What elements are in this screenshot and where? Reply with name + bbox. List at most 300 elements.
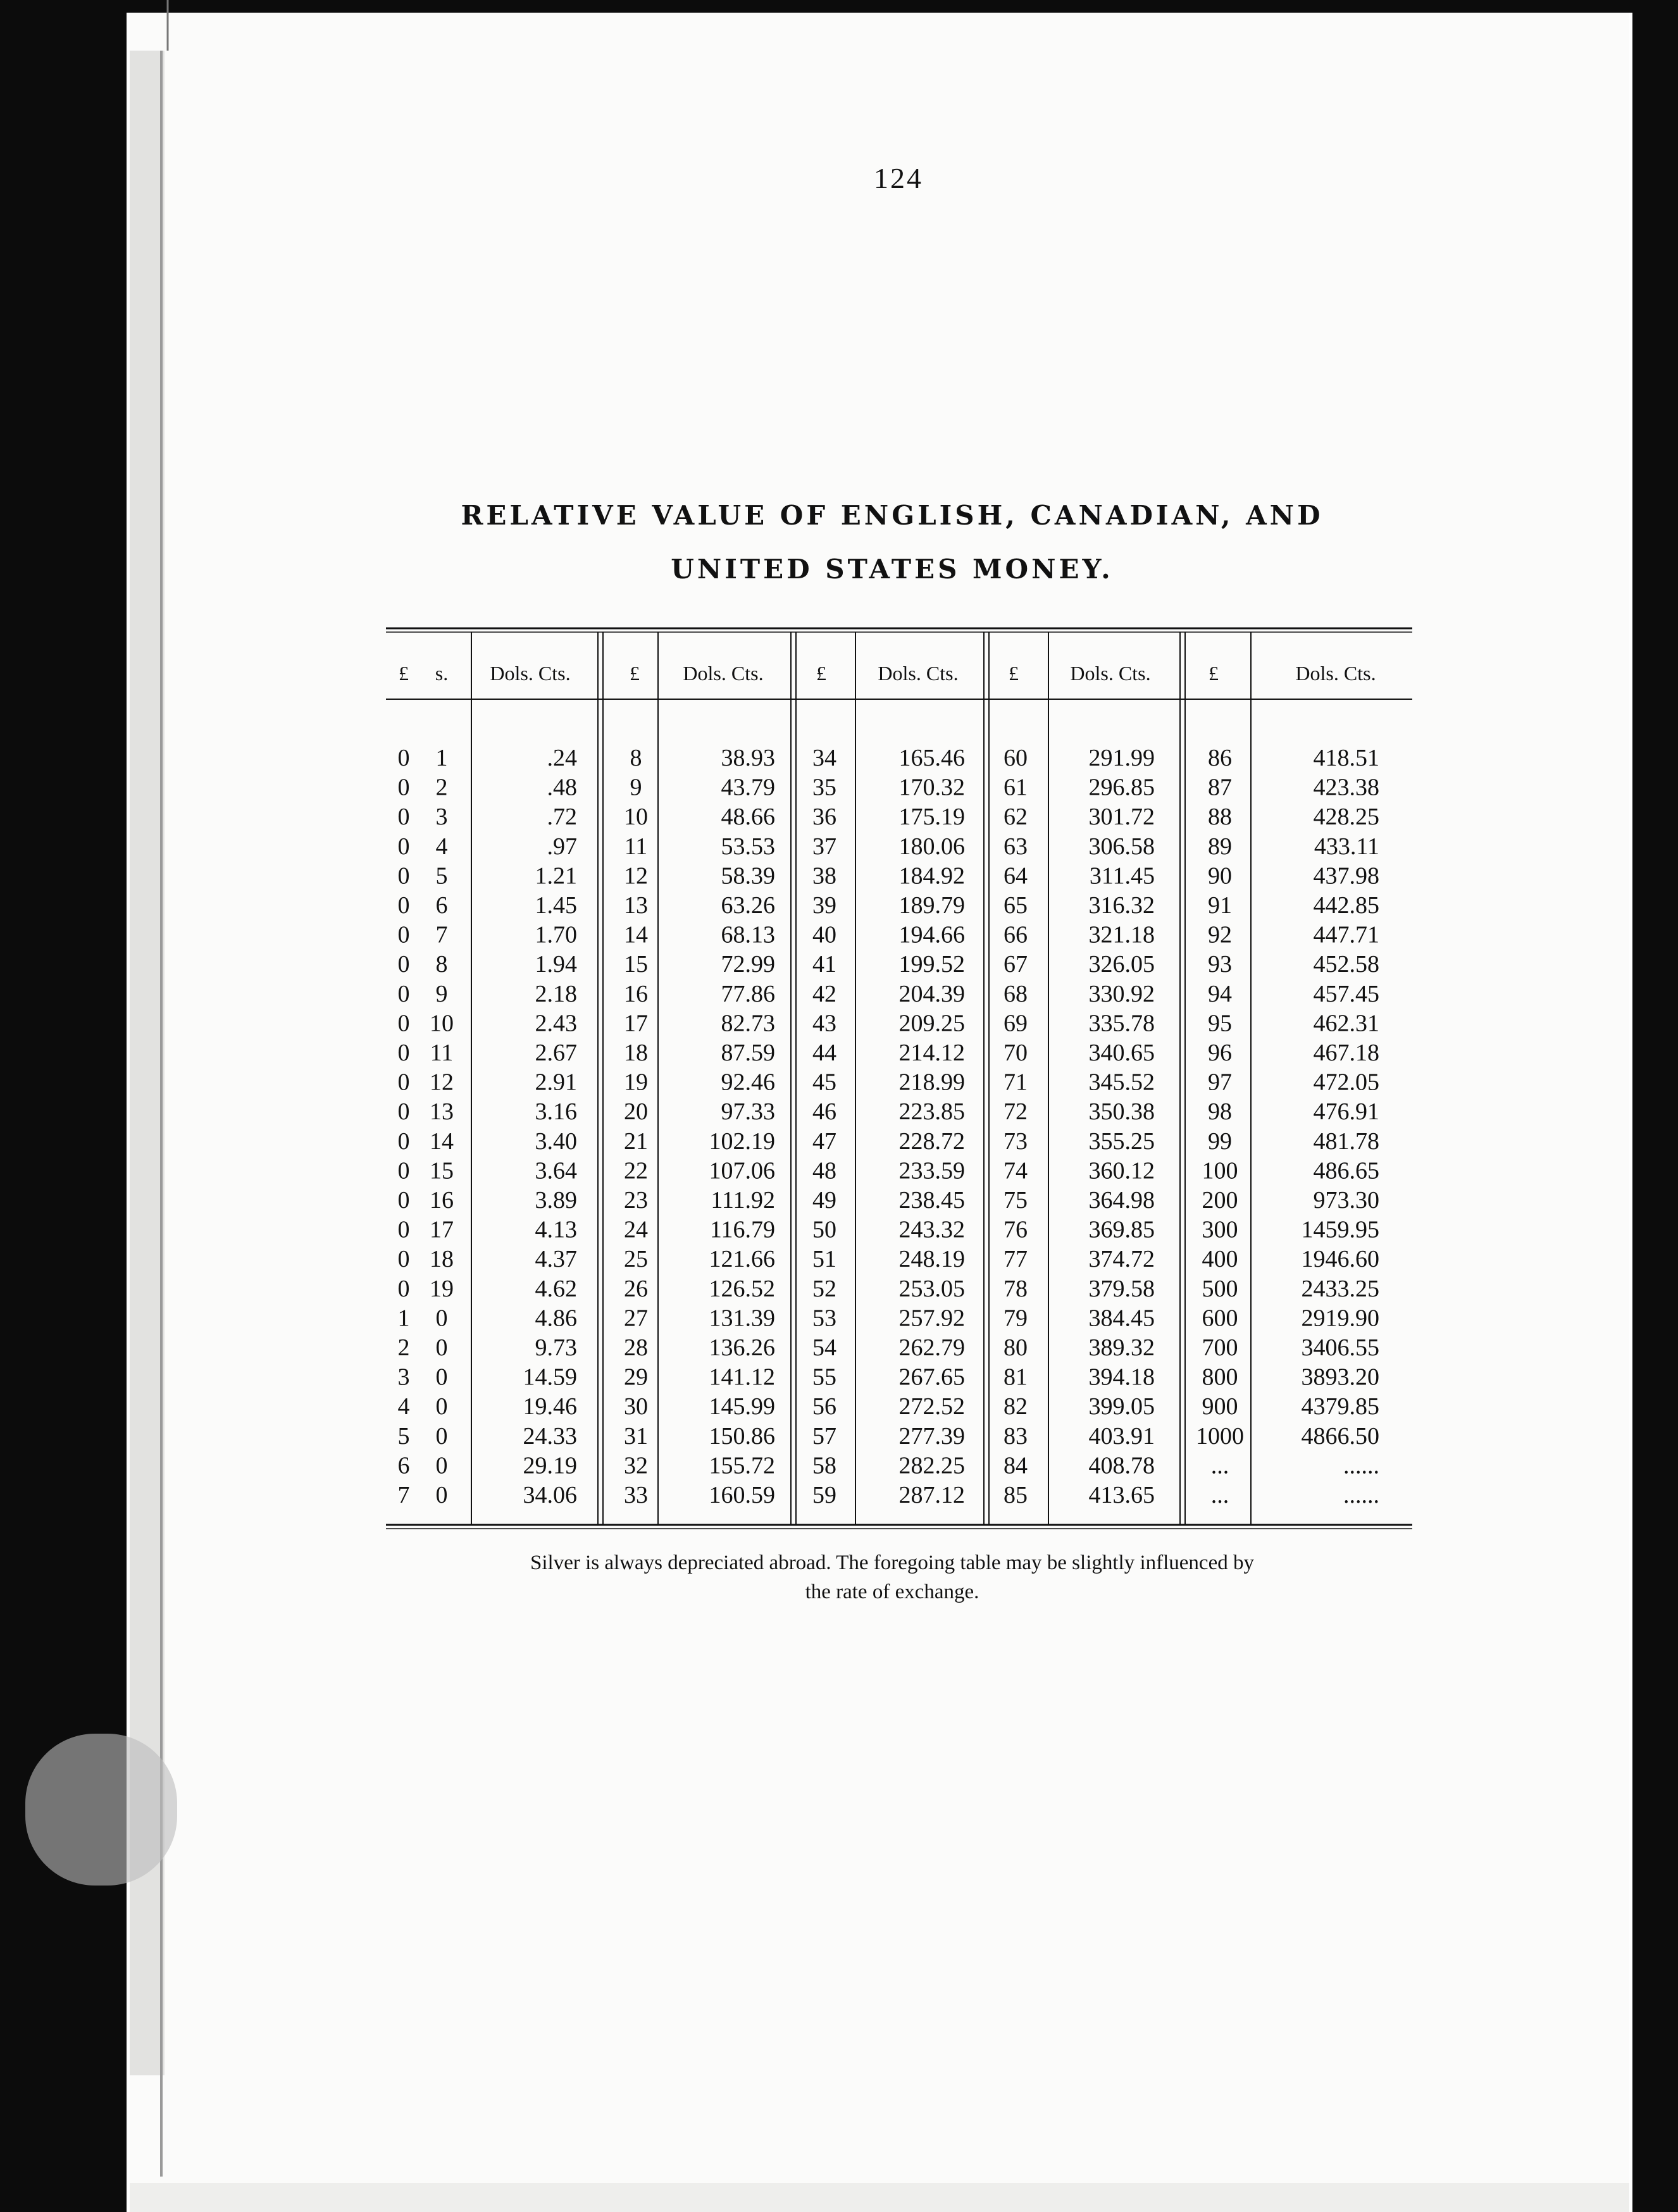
table-cell: 78 (1004, 1275, 1028, 1302)
table-cell: 0 (397, 804, 410, 831)
table-header-row (399, 662, 1376, 685)
table-cell: 364.98 (1088, 1187, 1155, 1214)
table-cell: 1.70 (535, 921, 577, 948)
table-cell: 2.67 (535, 1040, 577, 1066)
table-cell: 24.33 (523, 1422, 577, 1450)
table-row (398, 1246, 1380, 1272)
table-cell: 59 (812, 1482, 836, 1508)
table-cell: 3 (397, 1364, 410, 1391)
table-cell: 0 (397, 980, 410, 1007)
table-cell: 0 (397, 1187, 410, 1214)
table-cell: ... (1210, 1452, 1229, 1479)
table-cell: 31 (624, 1422, 648, 1450)
table-cell: 481.78 (1313, 1128, 1379, 1155)
table-cell: 262.79 (898, 1334, 965, 1361)
header-cell-4: Dols. Cts. (683, 662, 764, 685)
table-row (398, 804, 1380, 830)
table-cell: 11 (430, 1040, 454, 1066)
table-cell: 50 (812, 1216, 836, 1243)
table-cell: 68.13 (721, 921, 775, 948)
table-cell: 184.92 (898, 862, 965, 890)
table-cell: 973.30 (1313, 1187, 1379, 1214)
table-cell: 160.59 (709, 1482, 775, 1508)
table-cell: .72 (547, 804, 577, 831)
table-cell: 93 (1208, 951, 1232, 978)
table-cell: 35 (812, 774, 836, 801)
table-cell: 97.33 (721, 1098, 775, 1126)
table-cell: 600 (1202, 1305, 1238, 1332)
table-cell: 53.53 (721, 833, 775, 860)
table-cell: 68 (1004, 980, 1028, 1007)
table-row (398, 981, 1380, 1007)
table-cell: 19 (430, 1275, 454, 1302)
table-cell: 95 (1208, 1010, 1232, 1037)
table-cell: 1.94 (535, 951, 577, 978)
table-cell: 131.39 (709, 1305, 775, 1332)
table-cell: 16 (430, 1187, 454, 1214)
table-row (398, 1040, 1380, 1066)
table-row (398, 1010, 1380, 1036)
table-cell: 13 (624, 892, 648, 919)
table-cell: 214.12 (898, 1040, 965, 1066)
table-cell: 0 (397, 951, 410, 978)
table-cell: 116.79 (709, 1216, 775, 1243)
table-cell: 23 (624, 1187, 648, 1214)
table-cell: 0 (435, 1334, 448, 1361)
header-cell-3: £ (630, 662, 640, 685)
table-cell: 291.99 (1088, 745, 1155, 771)
table-cell: 3.40 (535, 1128, 577, 1155)
table-cell: 28 (624, 1334, 648, 1361)
table-cell: 65 (1004, 892, 1028, 919)
table-cell: 0 (397, 1246, 410, 1273)
table-cell: 14.59 (523, 1364, 577, 1391)
table-cell: 70 (1004, 1040, 1028, 1066)
table-cell: 0 (397, 745, 410, 771)
table-cell: 84 (1004, 1452, 1028, 1479)
table-cell: 900 (1202, 1393, 1238, 1420)
table-cell: 0 (397, 1040, 410, 1066)
table-cell: 0 (397, 1010, 410, 1037)
table-cell: 384.45 (1088, 1305, 1155, 1332)
table-cell: 25 (624, 1246, 648, 1273)
table-cell: 48 (812, 1157, 836, 1184)
table-cell: 452.58 (1313, 951, 1379, 978)
table-cell: 29 (624, 1364, 648, 1391)
table-cell: 34 (812, 745, 836, 771)
table-cell: 64 (1004, 862, 1028, 890)
table-row (398, 1482, 1380, 1508)
table-cell: 6 (397, 1452, 410, 1479)
page-number: 124 (874, 162, 923, 194)
table-cell: 63 (1004, 833, 1028, 860)
table-cell: 98 (1208, 1098, 1232, 1126)
table-cell: 91 (1208, 892, 1232, 919)
table-cell: 442.85 (1313, 892, 1379, 919)
table-cell: 12 (430, 1069, 454, 1096)
table-cell: 2.18 (535, 980, 577, 1007)
table-cell: 311.45 (1089, 862, 1155, 890)
table-cell: 340.65 (1088, 1040, 1155, 1066)
table-cell: 0 (435, 1422, 448, 1450)
table-cell: 72.99 (721, 951, 775, 978)
table-cell: 32 (624, 1452, 648, 1479)
table-cell: 272.52 (898, 1393, 965, 1420)
table-cell: 76 (1004, 1216, 1028, 1243)
table-cell: 199.52 (898, 951, 965, 978)
table-cell: 77.86 (721, 980, 775, 1007)
table-cell: 170.32 (898, 774, 965, 801)
table-cell: 0 (397, 1275, 410, 1302)
table-cell: 10 (430, 1010, 454, 1037)
table-row (398, 1187, 1380, 1214)
table-cell: 2.43 (535, 1010, 577, 1037)
table-cell: 257.92 (898, 1305, 965, 1332)
table-cell: 3 (435, 804, 448, 831)
table-cell: 3.89 (535, 1187, 577, 1214)
table-cell: 326.05 (1088, 951, 1155, 978)
table-row (398, 833, 1380, 860)
table-cell: 96 (1208, 1040, 1232, 1066)
table-cell: 45 (812, 1069, 836, 1096)
table-cell: 99 (1208, 1128, 1232, 1155)
table-cell: 33 (624, 1482, 648, 1508)
table-cell: 330.92 (1088, 980, 1155, 1007)
table-cell: 0 (397, 1098, 410, 1126)
table-cell: 53 (812, 1305, 836, 1332)
table-cell: 457.45 (1313, 980, 1379, 1007)
table-cell: 80 (1004, 1334, 1028, 1361)
table-cell: 0 (435, 1305, 448, 1332)
table-cell: 6 (435, 892, 448, 919)
table-cell: 253.05 (898, 1275, 965, 1302)
table-cell: 20 (624, 1098, 648, 1126)
table-cell: 423.38 (1313, 774, 1379, 801)
table-cell: 155.72 (709, 1452, 775, 1479)
footnote-line-1: Silver is always depreciated abroad. The foregoing table may be slightly influenced by (530, 1551, 1254, 1574)
table-cell: 7 (435, 921, 448, 948)
table-cell: 11 (624, 833, 648, 860)
table-cell: 89 (1208, 833, 1232, 860)
table-cell: 2 (435, 774, 448, 801)
table-cell: 3406.55 (1301, 1334, 1379, 1361)
table-cell: 306.58 (1088, 833, 1155, 860)
table-cell: 0 (397, 833, 410, 860)
table-cell: 5 (435, 862, 448, 890)
table-cell: 437.98 (1313, 862, 1379, 890)
table-cell: 374.72 (1088, 1246, 1155, 1273)
table-cell: 355.25 (1088, 1128, 1155, 1155)
table-cell: 447.71 (1313, 921, 1379, 948)
table-cell: 3.16 (535, 1098, 577, 1126)
table-cell: ...... (1343, 1482, 1379, 1508)
header-cell-1: s. (435, 662, 449, 685)
table-body (398, 745, 1380, 1508)
table-cell: 15 (430, 1157, 454, 1184)
header-cell-0: £ (399, 662, 409, 685)
table-cell: 0 (397, 1216, 410, 1243)
table-row (398, 1364, 1380, 1391)
table-cell: 30 (624, 1393, 648, 1420)
table-cell: .97 (547, 833, 577, 860)
table-cell: 17 (624, 1010, 648, 1037)
table-cell: 1946.60 (1301, 1246, 1379, 1273)
table-cell: 60 (1004, 745, 1028, 771)
table-cell: 200 (1202, 1187, 1238, 1214)
table-cell: 472.05 (1313, 1069, 1379, 1096)
table-cell: 13 (430, 1098, 454, 1126)
table-cell: 18 (430, 1246, 454, 1273)
table-cell: 0 (435, 1452, 448, 1479)
table-row (398, 922, 1380, 948)
table-cell: 111.92 (711, 1187, 775, 1214)
table-cell: 29.19 (523, 1452, 577, 1479)
table-cell: 49 (812, 1187, 836, 1214)
table-cell: 107.06 (709, 1157, 775, 1184)
table-cell: 408.78 (1088, 1452, 1155, 1479)
table-title-line-2: UNITED STATES MONEY. (671, 554, 1114, 585)
table-cell: 52 (812, 1275, 836, 1302)
table-cell: 248.19 (898, 1246, 965, 1273)
table-cell: 63.26 (721, 892, 775, 919)
table-cell: 321.18 (1088, 921, 1155, 948)
table-cell: 4 (435, 833, 448, 860)
table-cell: 121.66 (709, 1246, 775, 1273)
table-cell: 500 (1202, 1275, 1238, 1302)
table-cell: 1 (397, 1305, 410, 1332)
table-cell: 21 (624, 1128, 648, 1155)
header-cell-2: Dols. Cts. (490, 662, 571, 685)
table-row (398, 1098, 1380, 1125)
table-cell: 79 (1004, 1305, 1028, 1332)
table-cell: 433.11 (1314, 833, 1379, 860)
table-cell: 0 (397, 862, 410, 890)
table-cell: 4.86 (535, 1305, 577, 1332)
table-cell: 243.32 (898, 1216, 965, 1243)
table-cell: 36 (812, 804, 836, 831)
table-cell: 82 (1004, 1393, 1028, 1420)
table-cell: 2.91 (535, 1069, 577, 1096)
table-cell: 15 (624, 951, 648, 978)
table-cell: 40 (812, 921, 836, 948)
table-cell: 69 (1004, 1010, 1028, 1037)
table-cell: 26 (624, 1275, 648, 1302)
table-cell: 2919.90 (1301, 1305, 1379, 1332)
table-cell: 85 (1004, 1482, 1028, 1508)
table-cell: 8 (435, 951, 448, 978)
table-cell: 218.99 (898, 1069, 965, 1096)
table-cell: 467.18 (1313, 1040, 1379, 1066)
table-cell: 389.32 (1088, 1334, 1155, 1361)
table-cell: 47 (812, 1128, 836, 1155)
table-cell: 204.39 (898, 980, 965, 1007)
table-cell: 3.64 (535, 1157, 577, 1184)
table-cell: 46 (812, 1098, 836, 1126)
table-cell: 145.99 (709, 1393, 775, 1420)
table-cell: 41 (812, 951, 836, 978)
table-cell: 42 (812, 980, 836, 1007)
table-cell: 287.12 (898, 1482, 965, 1508)
table-cell: 150.86 (709, 1422, 775, 1450)
table-cell: 90 (1208, 862, 1232, 890)
table-cell: 100 (1202, 1157, 1238, 1184)
table-cell: 0 (397, 774, 410, 801)
table-cell: 17 (430, 1216, 454, 1243)
table-cell: 87 (1208, 774, 1232, 801)
table-cell: 0 (397, 892, 410, 919)
table-cell: 34.06 (523, 1482, 577, 1508)
table-cell: 22 (624, 1157, 648, 1184)
table-cell: 14 (624, 921, 648, 948)
table-cell: 14 (430, 1128, 454, 1155)
table-cell: 71 (1004, 1069, 1028, 1096)
table-cell: 126.52 (709, 1275, 775, 1302)
table-cell: 9 (630, 774, 642, 801)
table-cell: 83 (1004, 1422, 1028, 1450)
table-cell: 800 (1202, 1364, 1238, 1391)
table-cell: 282.25 (898, 1452, 965, 1479)
table-title-line-1: RELATIVE VALUE OF ENGLISH, CANADIAN, AND (461, 500, 1324, 531)
table-cell: 175.19 (898, 804, 965, 831)
table-cell: 9.73 (535, 1334, 577, 1361)
table-cell: 4.13 (535, 1216, 577, 1243)
table-cell: 86 (1208, 745, 1232, 771)
table-cell: 92.46 (721, 1069, 775, 1096)
table-row (398, 1157, 1380, 1184)
table-cell: 94 (1208, 980, 1232, 1007)
table-cell: 61 (1004, 774, 1028, 801)
table-cell: 413.65 (1088, 1482, 1155, 1508)
table-cell: 189.79 (898, 892, 965, 919)
table-cell: 43.79 (721, 774, 775, 801)
table-row (398, 1276, 1380, 1302)
table-cell: 92 (1208, 921, 1232, 948)
table-cell: 165.46 (898, 745, 965, 771)
table-cell: 486.65 (1313, 1157, 1379, 1184)
table-cell: 58 (812, 1452, 836, 1479)
table-cell: 74 (1004, 1157, 1028, 1184)
table-cell: 5 (397, 1422, 410, 1450)
table-cell: 37 (812, 833, 836, 860)
table-cell: 180.06 (898, 833, 965, 860)
table-cell: 238.45 (898, 1187, 965, 1214)
table-cell: 51 (812, 1246, 836, 1273)
table-cell: 18 (624, 1040, 648, 1066)
table-cell: 296.85 (1088, 774, 1155, 801)
header-cell-9: £ (1209, 662, 1219, 685)
footnote-line-2: the rate of exchange. (805, 1581, 979, 1603)
table-cell: 0 (397, 1157, 410, 1184)
table-row (398, 1423, 1380, 1450)
table-row (398, 1393, 1380, 1420)
table-cell: 141.12 (709, 1364, 775, 1391)
header-cell-6: Dols. Cts. (878, 662, 959, 685)
table-row (398, 1452, 1380, 1479)
table-cell: 1000 (1196, 1422, 1244, 1450)
table-cell: 12 (624, 862, 648, 890)
table-cell: 43 (812, 1010, 836, 1037)
table-cell: 73 (1004, 1128, 1028, 1155)
table-cell: 345.52 (1088, 1069, 1155, 1096)
table-cell: .24 (547, 745, 577, 771)
table-row (398, 862, 1380, 889)
table-cell: 360.12 (1088, 1157, 1155, 1184)
table-cell: 0 (435, 1364, 448, 1391)
table-cell: 38 (812, 862, 836, 890)
table-footnote (405, 1548, 1379, 1606)
table-cell: 223.85 (898, 1098, 965, 1126)
table-cell: 77 (1004, 1246, 1028, 1273)
table-cell: 394.18 (1088, 1364, 1155, 1391)
table-cell: 72 (1004, 1098, 1028, 1126)
table-cell: 228.72 (898, 1128, 965, 1155)
table-cell: 24 (624, 1216, 648, 1243)
table-cell: 58.39 (721, 862, 775, 890)
table-cell: 277.39 (898, 1422, 965, 1450)
table-cell: 56 (812, 1393, 836, 1420)
table-cell: 4.62 (535, 1275, 577, 1302)
header-cell-8: Dols. Cts. (1070, 662, 1151, 685)
table-cell: 1.21 (535, 862, 577, 890)
table-cell: 3893.20 (1301, 1364, 1379, 1391)
table-cell: 136.26 (709, 1334, 775, 1361)
table-cell: 1459.95 (1301, 1216, 1379, 1243)
table-cell: 1 (435, 745, 448, 771)
table-cell: 75 (1004, 1187, 1028, 1214)
table-cell: ...... (1343, 1452, 1379, 1479)
table-cell: 48.66 (721, 804, 775, 831)
table-cell: 350.38 (1088, 1098, 1155, 1126)
table-cell: 9 (435, 980, 448, 1007)
header-cell-5: £ (816, 662, 826, 685)
table-row (398, 892, 1380, 919)
table-cell: 0 (435, 1482, 448, 1508)
table-cell: 403.91 (1088, 1422, 1155, 1450)
table-cell: 55 (812, 1364, 836, 1391)
table-row (398, 1305, 1380, 1331)
table-cell: 54 (812, 1334, 836, 1361)
table-cell: 27 (624, 1305, 648, 1332)
table-cell: 87.59 (721, 1040, 775, 1066)
table-row (398, 745, 1380, 771)
table-row (398, 951, 1380, 978)
table-cell: 194.66 (898, 921, 965, 948)
table-cell: 66 (1004, 921, 1028, 948)
table-cell: 4866.50 (1301, 1422, 1379, 1450)
table-cell: 316.32 (1088, 892, 1155, 919)
table-row (398, 1334, 1380, 1361)
table-cell: 4379.85 (1301, 1393, 1379, 1420)
table-cell: .48 (547, 774, 577, 801)
table-cell: 44 (812, 1040, 836, 1066)
table-cell: 88 (1208, 804, 1232, 831)
table-cell: 0 (397, 1128, 410, 1155)
table-cell: 400 (1202, 1246, 1238, 1273)
table-cell: 267.65 (898, 1364, 965, 1391)
table-cell: 399.05 (1088, 1393, 1155, 1420)
header-cell-7: £ (1009, 662, 1019, 685)
table-cell: 39 (812, 892, 836, 919)
table-cell: 2433.25 (1301, 1275, 1379, 1302)
table-cell: 8 (630, 745, 642, 771)
table-row (398, 1069, 1380, 1096)
table-cell: 67 (1004, 951, 1028, 978)
table-cell: 0 (397, 921, 410, 948)
table-cell: 57 (812, 1422, 836, 1450)
table-cell: 10 (624, 804, 648, 831)
table-row (398, 1128, 1380, 1155)
table-cell: 0 (435, 1393, 448, 1420)
